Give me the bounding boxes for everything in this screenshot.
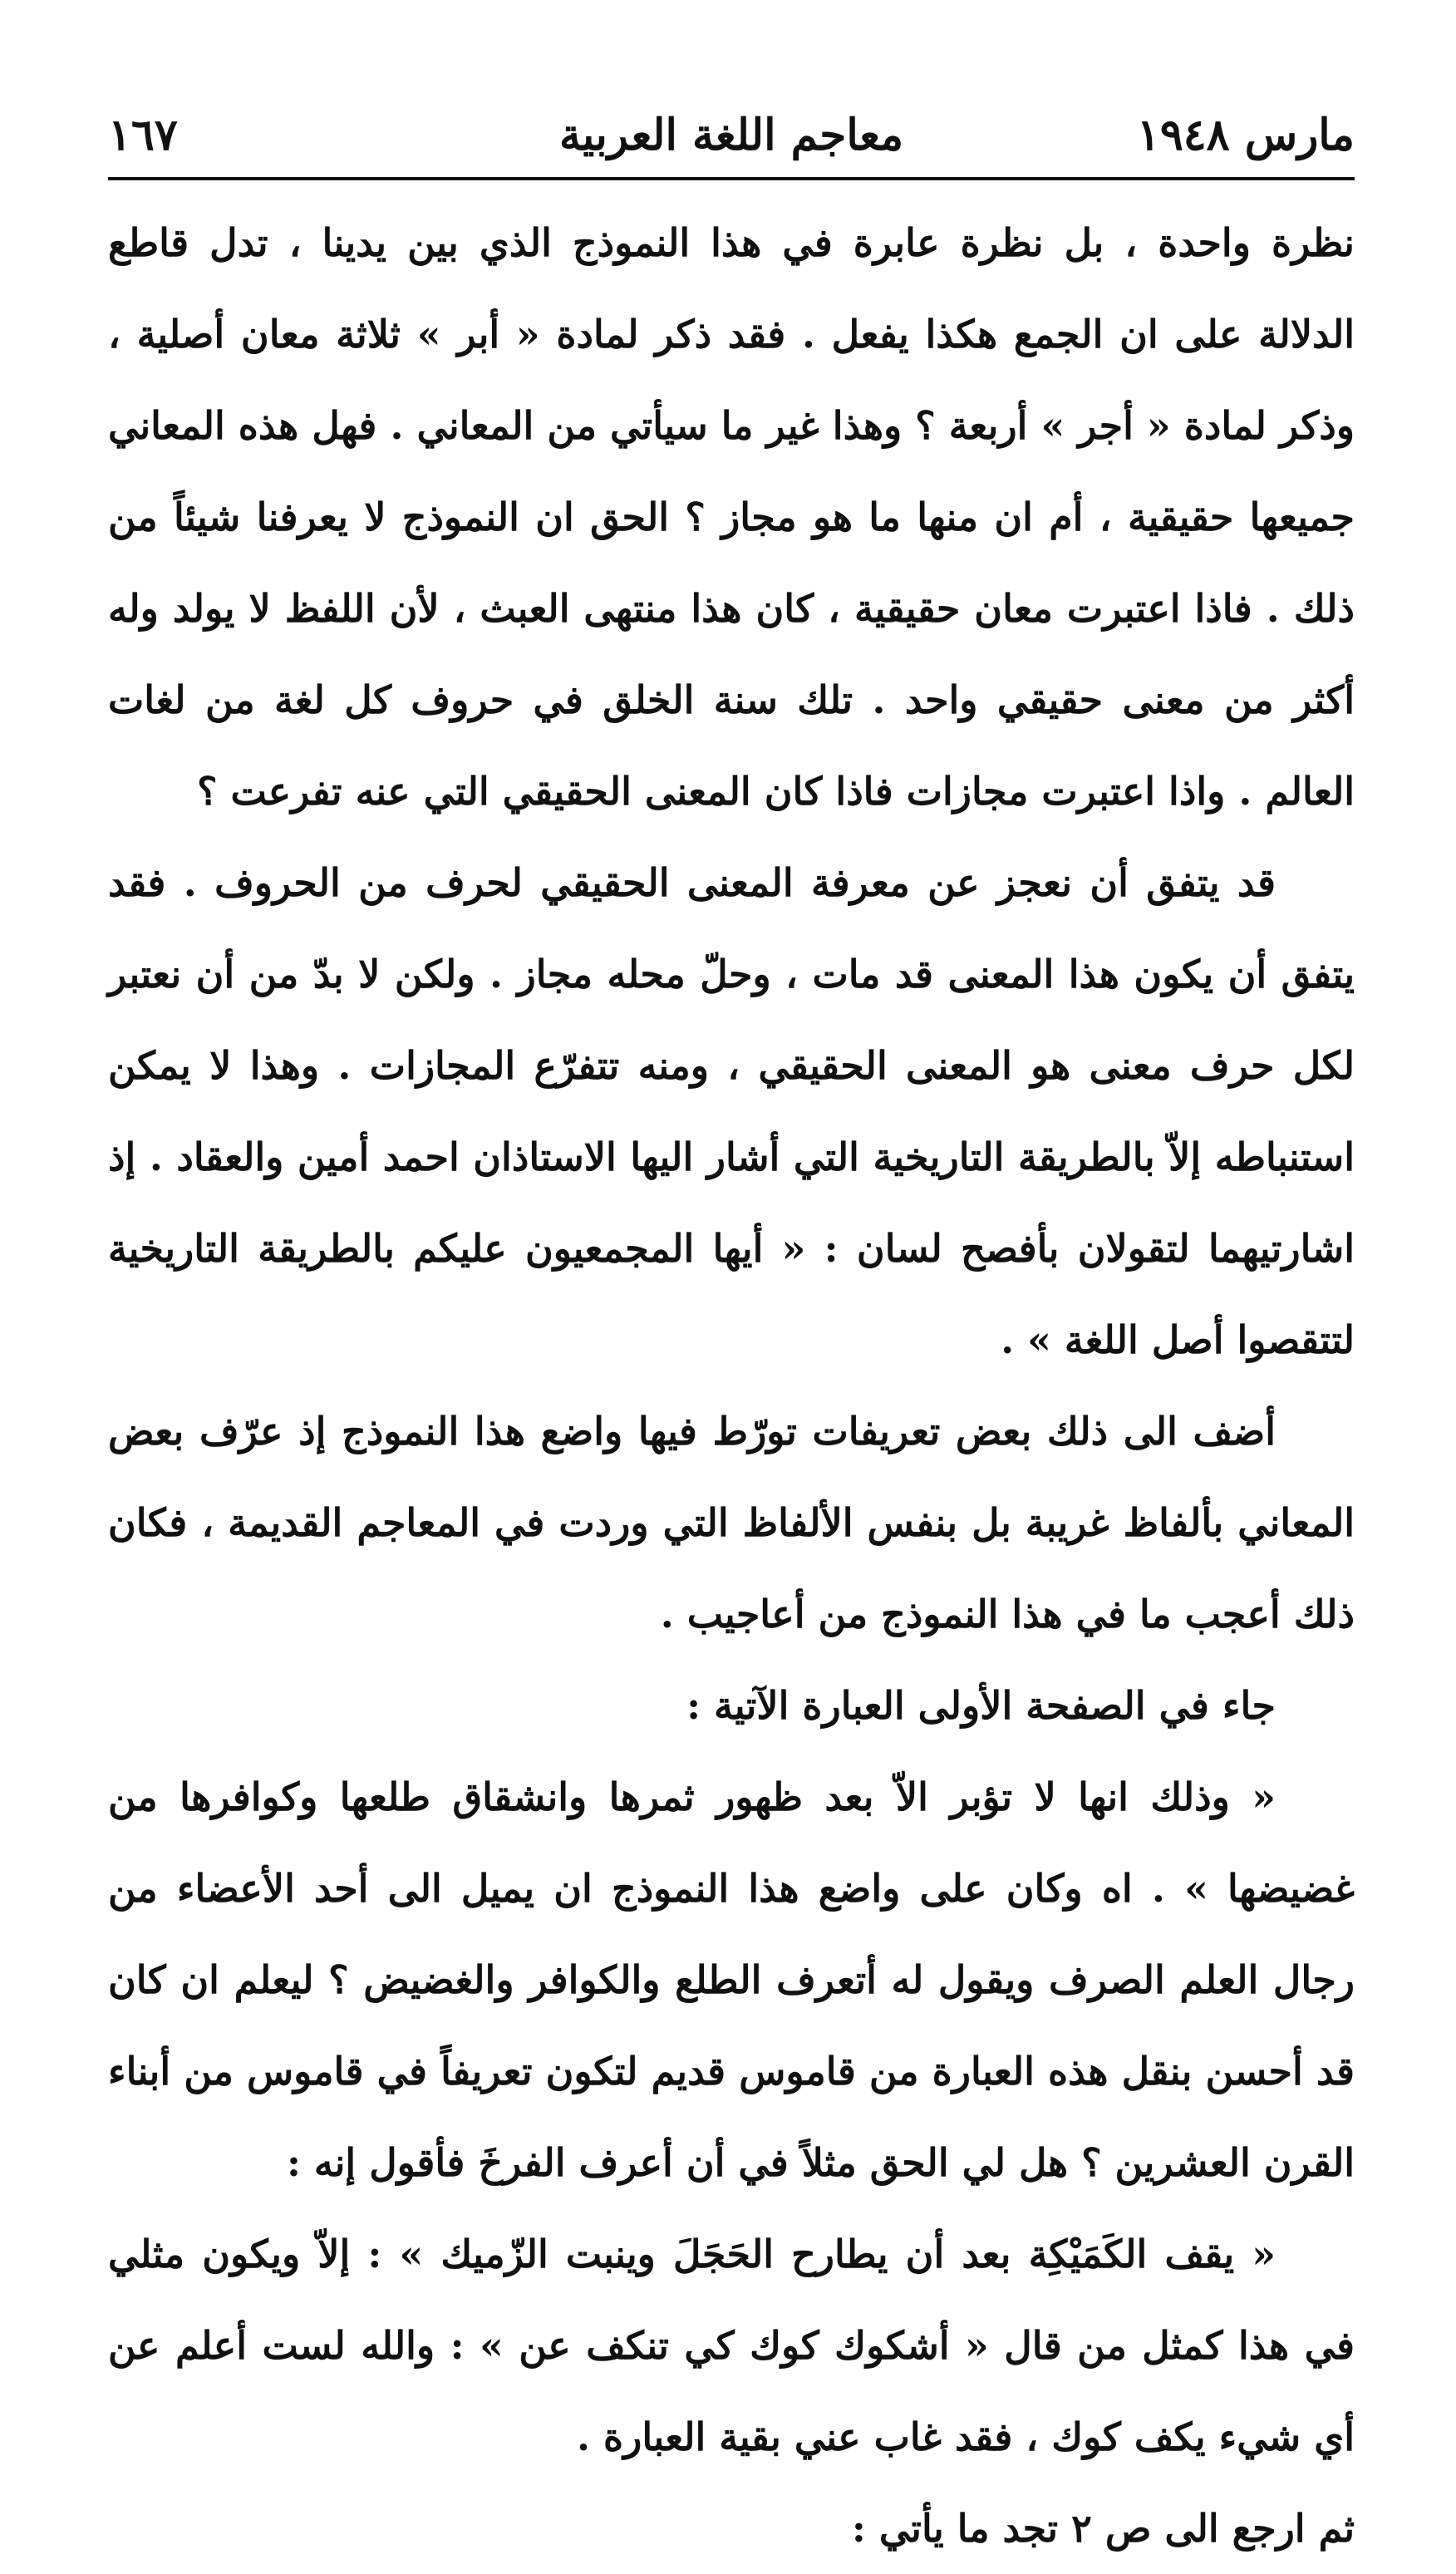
paragraph-7: ثم ارجع الى ص ٢ تجد ما يأتي :: [851, 2506, 1355, 2551]
body-text: [108, 197, 1355, 2574]
header-rule: [108, 177, 1355, 180]
paragraph-6: « يقف الكَمَيْكِة بعد أن يطارح الحَجَلَ وينبت الزّميك » : إلاّ ويكون مثلي في هذا كمثل من قال « أشكوك كوك كي تنكف عن » : والله لست أعلم عن أي شيء يكف كوك ، فقد غاب عني بقية العبارة .: [108, 2232, 1355, 2459]
paragraph-2: قد يتفق أن نعجز عن معرفة المعنى الحقيقي لحرف من الحروف . فقد يتفق أن يكون هذا المعنى قد مات ، وحلّ محله مجاز . ولكن لا بدّ من أن نعتبر لكل حرف معنى هو المعنى الحقيقي ، ومنه تتفرّع المجازات . وهذا لا يمكن استنباطه إلاّ بالطريقة التاريخية التي أشار اليها الاستاذان احمد أمين والعقاد . إذ اشارتيهما لتقولان بأفصح لسان : « أيها المجمعيون عليكم بالطريقة التاريخية لتتقصوا أصل اللغة » .: [108, 860, 1355, 1362]
page-number: ١٦٧: [108, 110, 178, 160]
header-title: معاجم اللغة العربية: [558, 110, 904, 160]
paragraph-5: « وذلك انها لا تؤبر الاّ بعد ظهور ثمرها وانشقاق طلعها وكوافرها من غضيضها » . اه وكان على واضع هذا النموذج ان يميل الى أحد الأعضاء من رجال العلم الصرف ويقول له أتعرف الطلع والكوافر والغضيض ؟ ليعلم ان كان قد أحسن بنقل هذه العبارة من قاموس قديم لتكون تعريفاً في قاموس من أبناء القرن العشرين ؟ هل لي الحق مثلاً في أن أعرف الفرخَ فأقول إنه :: [108, 1774, 1355, 2185]
header-date: مارس ١٩٤٨: [1136, 110, 1355, 160]
paragraph-3: أضف الى ذلك بعض تعريفات تورّط فيها واضع هذا النموذج إذ عرّف بعض المعاني بألفاظ غريبة بل بنفس الألفاظ التي وردت في المعاجم القديمة ، فكان ذلك أعجب ما في هذا النموذج من أعاجيب .: [108, 1409, 1355, 1636]
document-page: [108, 100, 1355, 2551]
paragraph-1: نظرة واحدة ، بل نظرة عابرة في هذا النموذج الذي بين يدينا ، تدل قاطع الدلالة على ان الجمع هكذا يفعل . فقد ذكر لمادة « أبر » ثلاثة معان أصلية ، وذكر لمادة « أجر » أربعة ؟ وهذا غير ما سيأتي من المعاني . فهل هذه المعاني جميعها حقيقية ، أم ان منها ما هو مجاز ؟ الحق ان النموذج لا يعرفنا شيئاً من ذلك . فاذا اعتبرت معان حقيقية ، كان هذا منتهى العبث ، لأن اللفظ لا يولد وله أكثر من معنى حقيقي واحد . تلك سنة الخلق في حروف كل لغة من لغات العالم . واذا اعتبرت مجازات فاذا كان المعنى الحقيقي التي عنه تفرعت ؟: [108, 220, 1355, 814]
paragraph-4: جاء في الصفحة الأولى العبارة الآتية :: [686, 1683, 1276, 1728]
running-header: [108, 100, 1355, 170]
